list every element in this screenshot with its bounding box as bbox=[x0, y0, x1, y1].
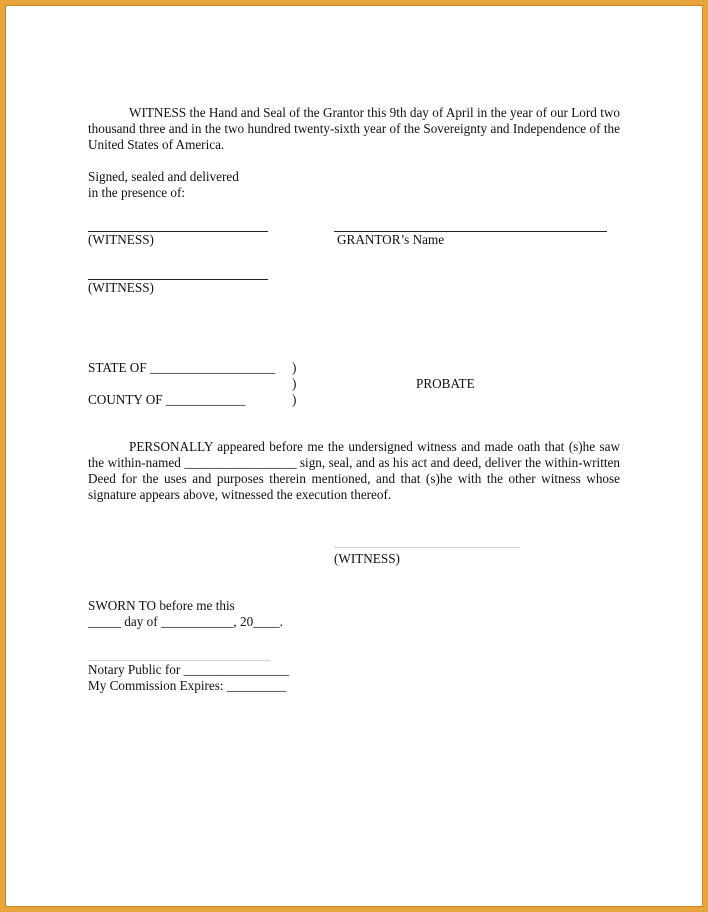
probate-paragraph: PERSONALLY appeared before me the undersigned witness and made oath that (s)he saw the within-named _________________ sign, seal, and as his act and deed, deliver the within-written Deed for the uses and purposes therein mentioned, and that (s)he with the other witness whose signature appears above, witnessed the execution thereof. bbox=[88, 439, 620, 502]
notary-signature-line bbox=[88, 660, 270, 661]
sworn-to-line: SWORN TO before me this bbox=[88, 598, 235, 613]
probate-title: PROBATE bbox=[416, 376, 475, 391]
bracket-paren-3: ) bbox=[292, 392, 297, 407]
presence-line: in the presence of: bbox=[88, 185, 186, 200]
commission-expires-line: My Commission Expires: _________ bbox=[88, 678, 287, 693]
county-of-field: COUNTY OF ____________ bbox=[88, 392, 246, 407]
notary-public-line: Notary Public for ________________ bbox=[88, 662, 290, 677]
witness-paragraph: WITNESS the Hand and Seal of the Grantor this 9th day of April in the year of our Lord two thousand three and in the two hundred twenty-sixth year of the Sovereignty and Independence of the United States of America. bbox=[88, 105, 620, 152]
sworn-date-line: _____ day of ___________, 20____. bbox=[88, 614, 283, 629]
witness-signature-line-3 bbox=[334, 547, 520, 548]
state-of-field: STATE OF ___________________ bbox=[88, 360, 276, 375]
bracket-paren-1: ) bbox=[292, 360, 297, 375]
witness-label-1: (WITNESS) bbox=[88, 232, 154, 247]
document-page bbox=[6, 6, 702, 906]
grantor-name-label: GRANTOR’s Name bbox=[337, 232, 445, 247]
signed-sealed-line: Signed, sealed and delivered bbox=[88, 169, 239, 184]
witness-label-3: (WITNESS) bbox=[334, 551, 400, 566]
witness-label-2: (WITNESS) bbox=[88, 280, 154, 295]
bracket-paren-2: ) bbox=[292, 376, 297, 391]
